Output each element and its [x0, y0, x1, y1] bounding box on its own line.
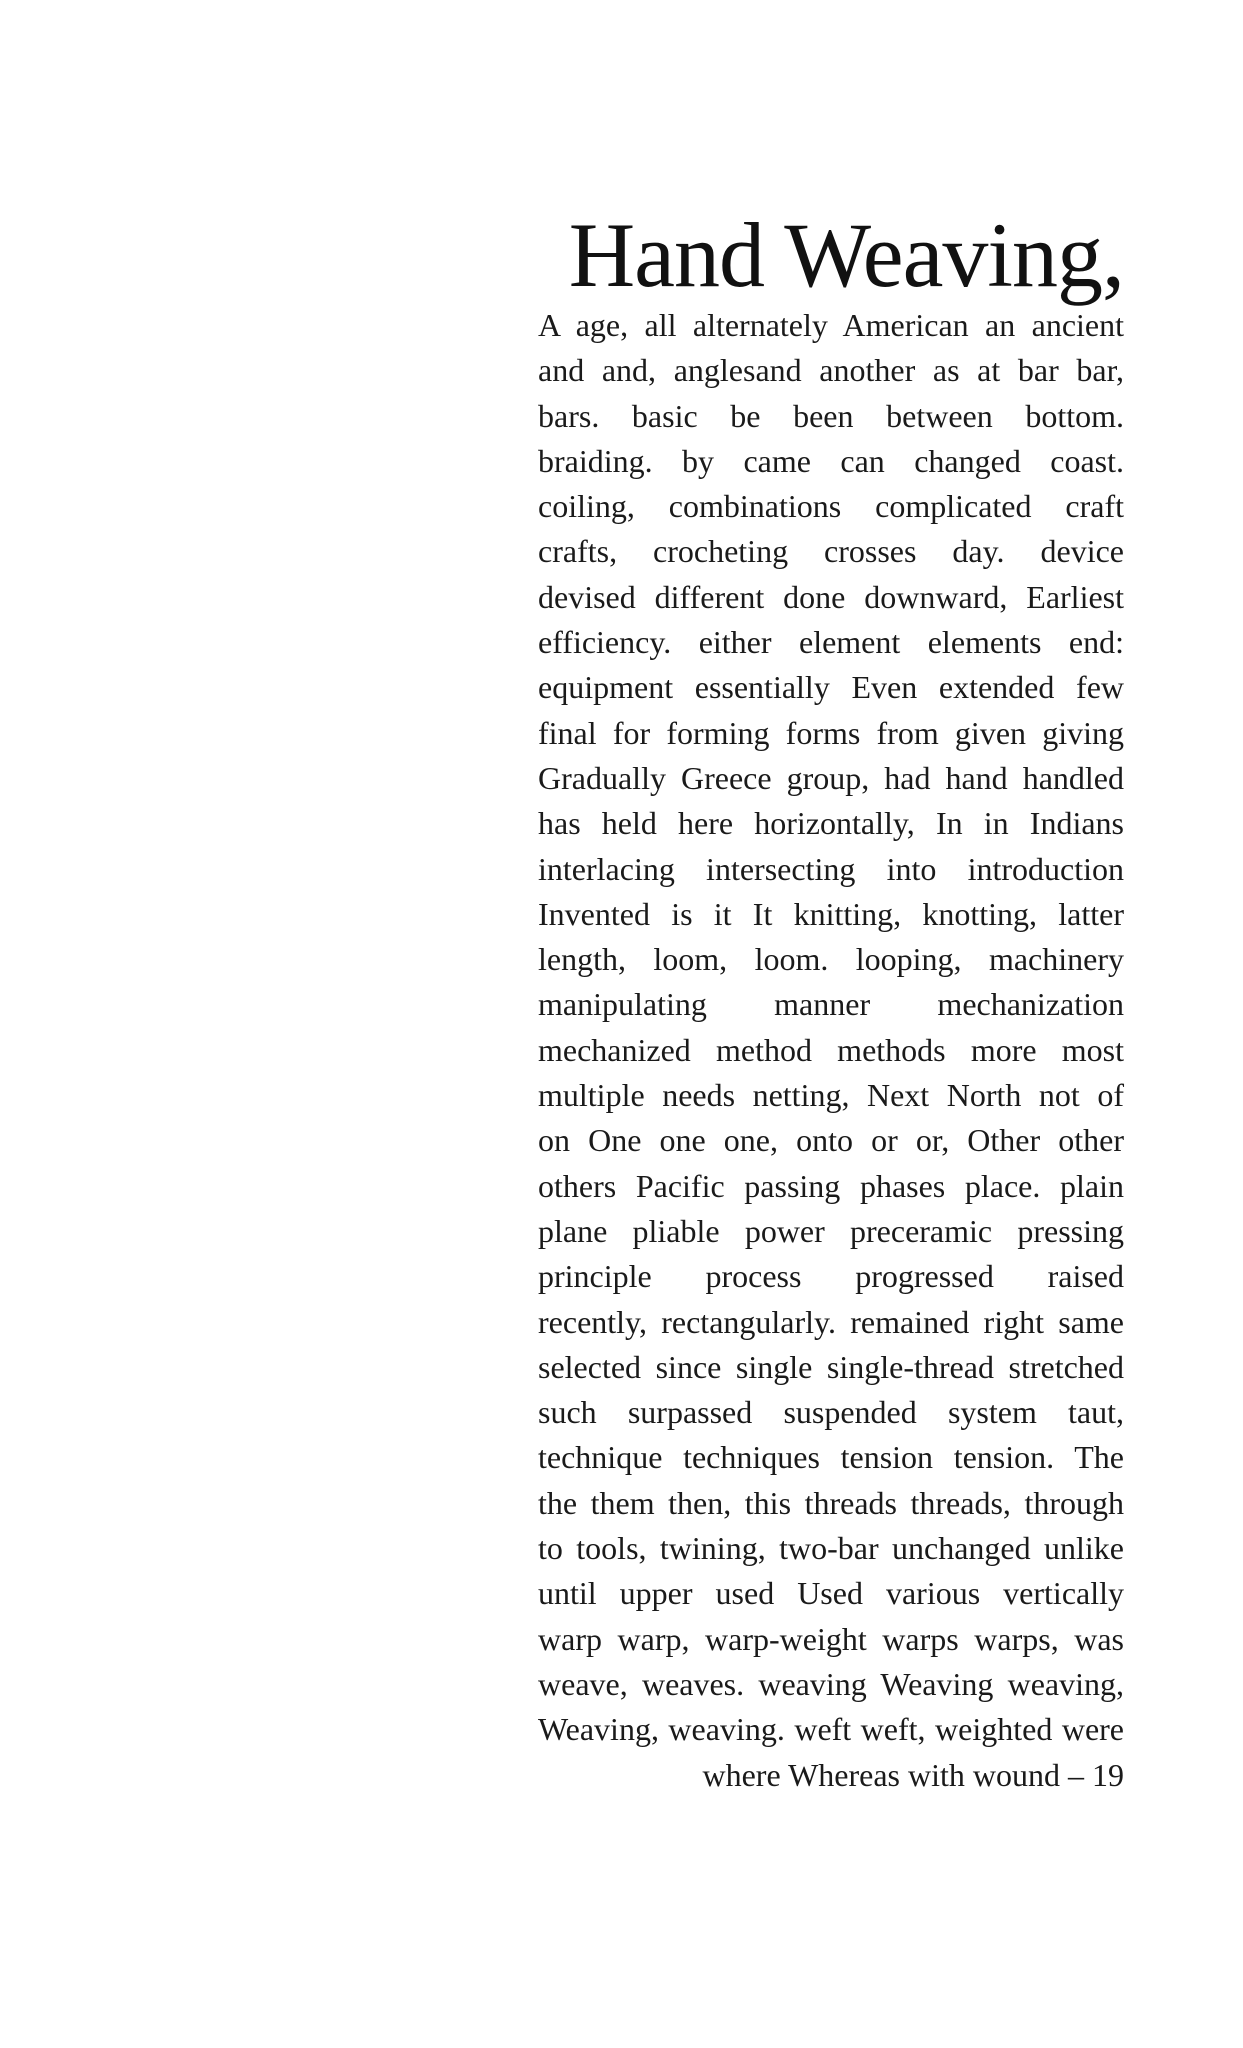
text-line: plane pliable power preceramic pressing — [538, 1212, 1124, 1249]
text-line: principle process progressed raised — [538, 1258, 1124, 1295]
body-text — [538, 303, 1124, 1798]
text-line: crafts, crocheting crosses day. device — [538, 533, 1124, 570]
text-line: multiple needs netting, Next North not of — [538, 1077, 1124, 1114]
text-line: to tools, twining, two-bar unchanged unlike — [538, 1530, 1124, 1567]
text-line: devised different done downward, Earliest — [538, 578, 1124, 615]
text-line-with-page-number: where Whereas with wound – 19 — [702, 1756, 1124, 1793]
text-line: Weaving, weaving. weft weft, weighted were — [538, 1711, 1124, 1748]
text-line: interlacing intersecting into introduction — [538, 850, 1124, 887]
text-line: the them then, this threads threads, through — [538, 1484, 1124, 1521]
text-line: technique techniques tension tension. The — [538, 1439, 1124, 1476]
text-line: has held here horizontally, In in Indians — [538, 805, 1124, 842]
text-line: others Pacific passing phases place. plain — [538, 1167, 1124, 1204]
text-line: until upper used Used various vertically — [538, 1575, 1124, 1612]
text-line: efficiency. either element elements end: — [538, 624, 1124, 661]
text-line: warp warp, warp-weight warps warps, was — [538, 1620, 1124, 1657]
text-line: length, loom, loom. looping, machinery — [538, 941, 1124, 978]
text-line: and and, anglesand another as at bar bar, — [538, 352, 1124, 389]
text-line: manipulating manner mechanization — [538, 986, 1124, 1023]
text-line: recently, rectangularly. remained right same — [538, 1303, 1124, 1340]
text-line: mechanized method methods more most — [538, 1031, 1124, 1068]
text-line: final for forming forms from given giving — [538, 714, 1124, 751]
text-line: Invented is it It knitting, knotting, latter — [538, 895, 1124, 932]
text-line: bars. basic be been between bottom. — [538, 397, 1124, 434]
text-line: braiding. by came can changed coast. — [538, 442, 1124, 479]
text-line: on One one one, onto or or, Other other — [538, 1122, 1124, 1159]
text-line: Gradually Greece group, had hand handled — [538, 759, 1124, 796]
text-line: A age, all alternately American an ancient — [538, 307, 1124, 343]
text-line: equipment essentially Even extended few — [538, 669, 1124, 706]
page-title: Hand Weaving, — [568, 204, 1124, 306]
text-line: coiling, combinations complicated craft — [538, 488, 1124, 525]
text-line: weave, weaves. weaving Weaving weaving, — [538, 1665, 1124, 1702]
text-line: selected since single single-thread stretched — [538, 1348, 1124, 1385]
text-column — [538, 205, 1124, 1798]
text-line: such surpassed suspended system taut, — [538, 1394, 1124, 1431]
